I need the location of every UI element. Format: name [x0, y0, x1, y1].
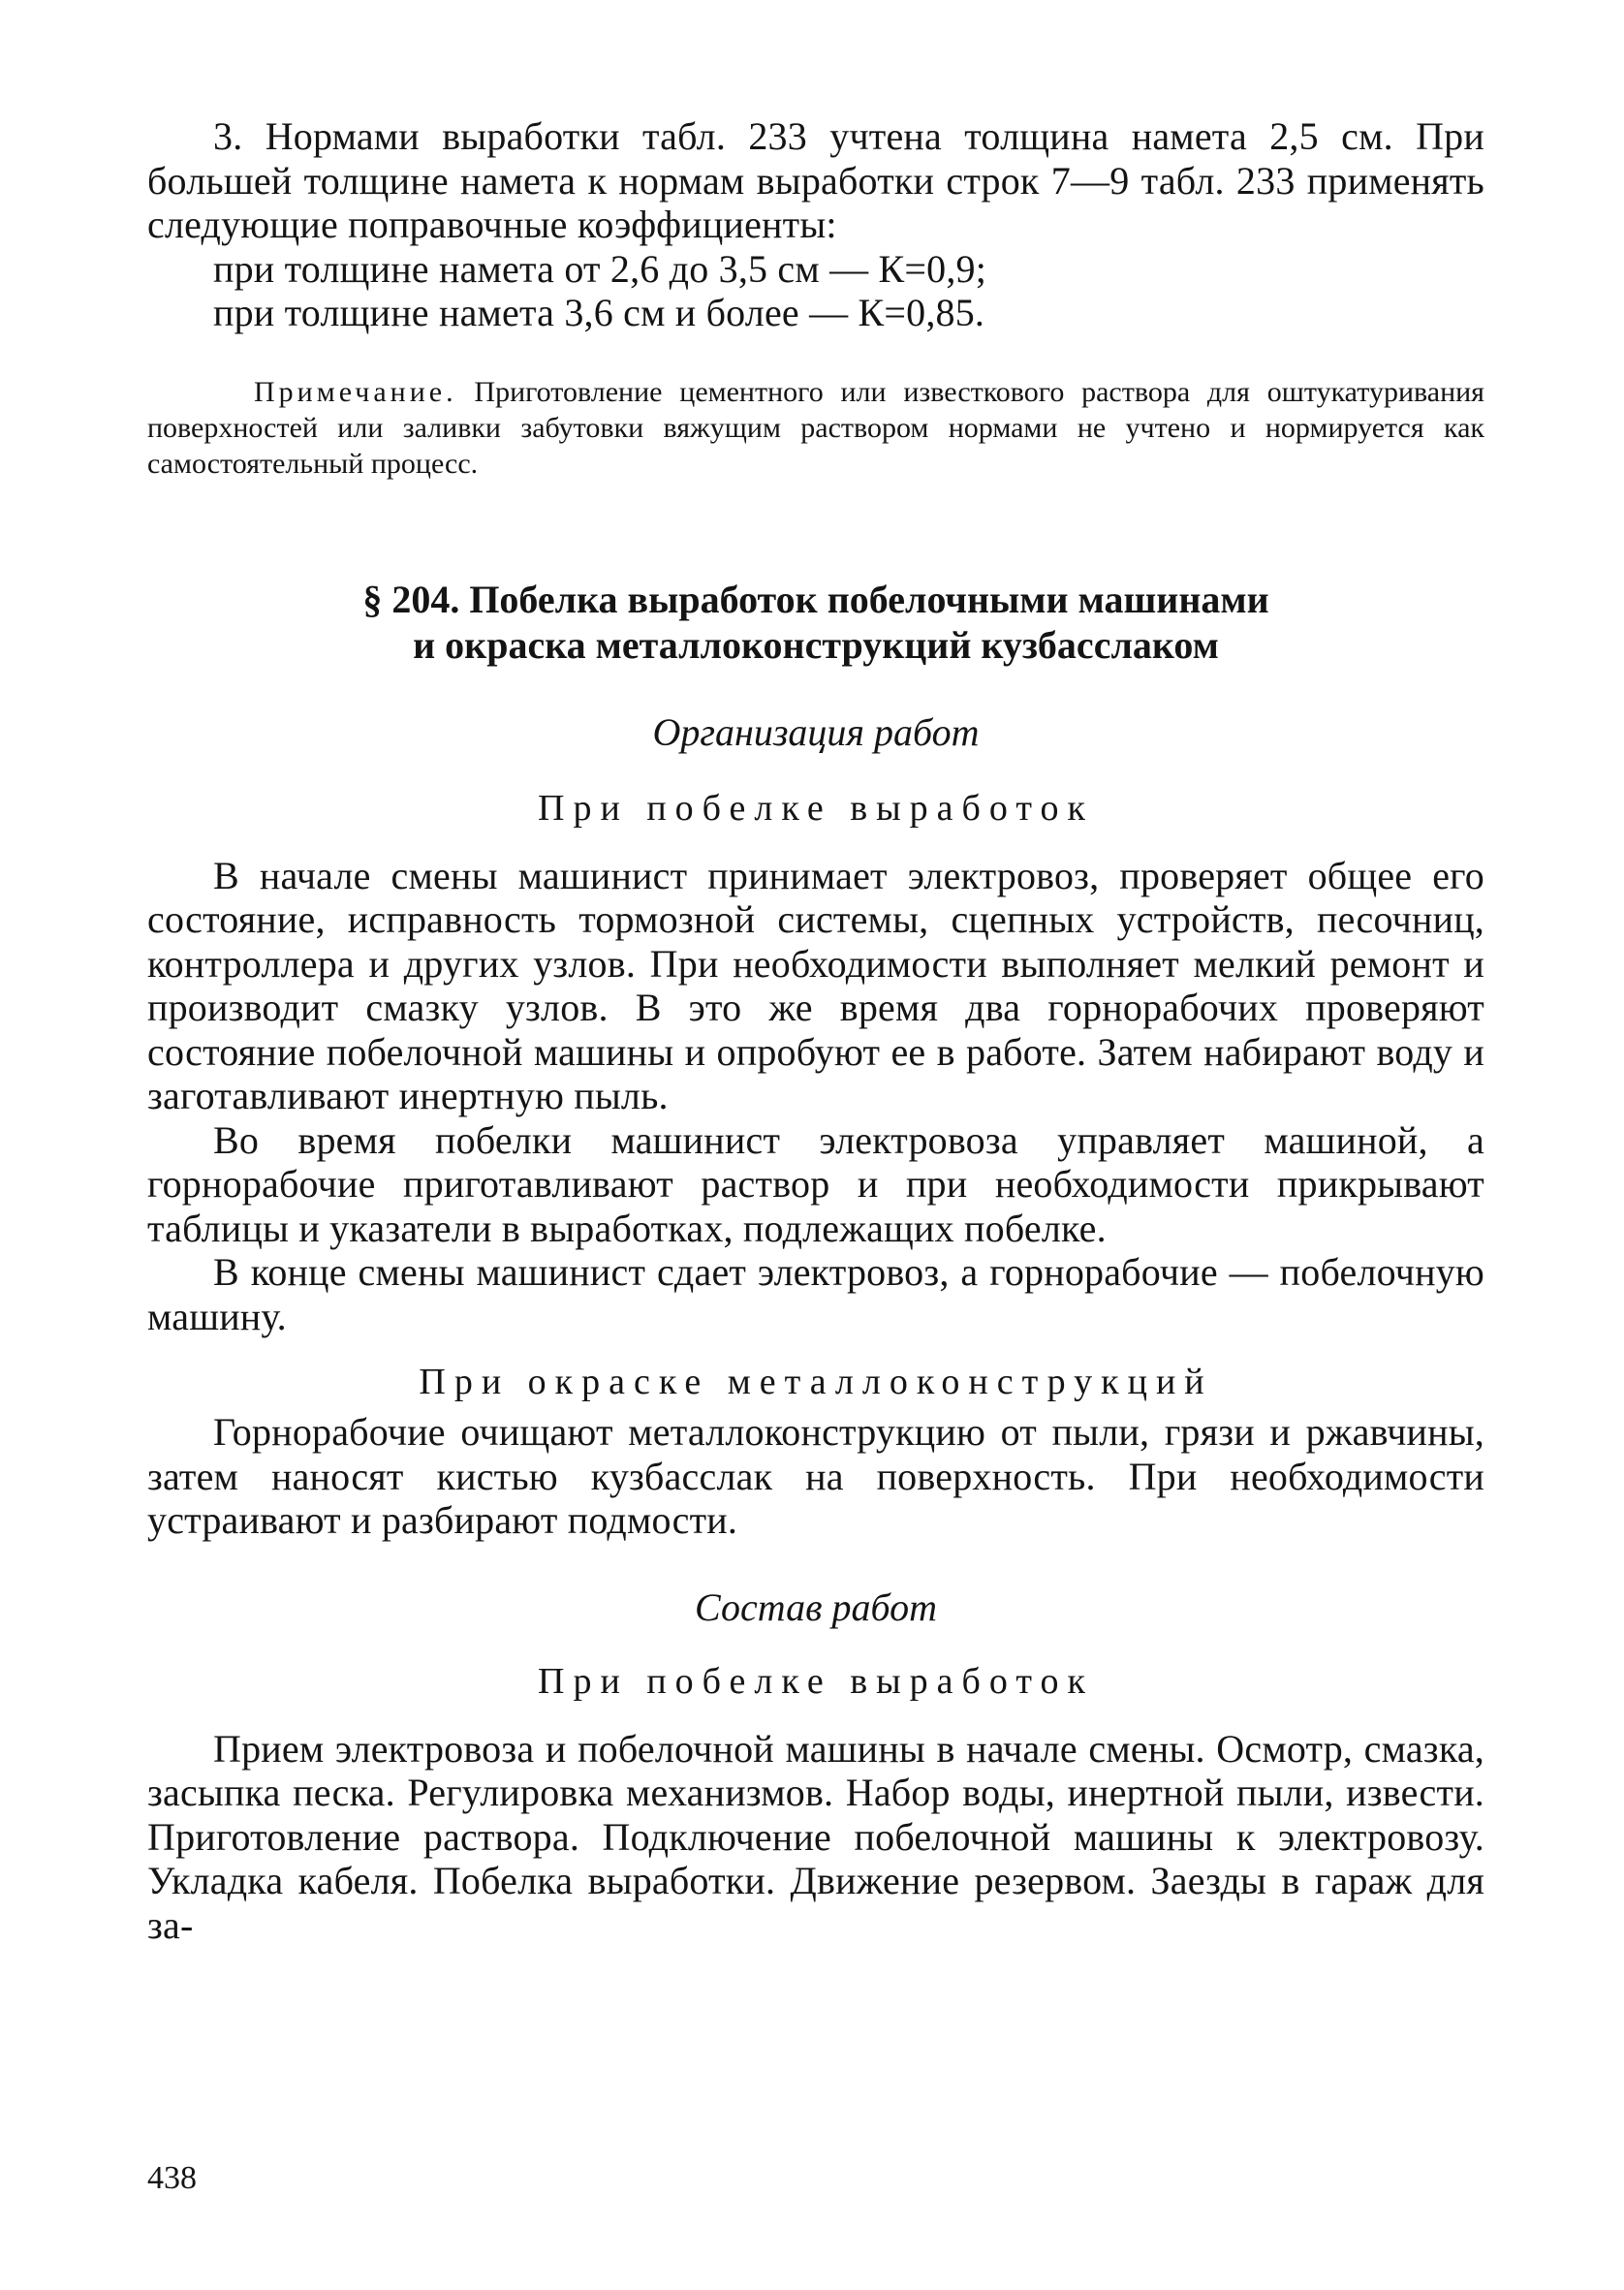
composition-heading: Состав работ	[695, 1584, 937, 1629]
organization-heading: Организация работ	[652, 709, 980, 754]
document-page	[147, 114, 1484, 1947]
organization-painting-heading: При окраске металлоконструкций	[419, 1362, 1213, 1402]
note-label: Примечание.	[254, 375, 457, 408]
coefficient-line-1: при толщине намета от 2,6 до 3,5 см — К=0,9;	[213, 246, 987, 291]
organization-whitewash-heading: При побелке выработок	[538, 787, 1094, 829]
whitewash-paragraph-3: В конце смены машинист сдает электровоз, а горнорабочие — побелочную машину.	[147, 1250, 1484, 1338]
composition-paragraph: Прием электровоза и побелочной машины в начале смены. Осмотр, смазка, засыпка песка. Регулировка механизмов. Набор воды, инертной пыли, извести. Приготовление раствора. Подключение побелочной машины к электровозу. Укладка кабеля. Побелка выработки. Движение резервом. Заезды в гараж для за-	[147, 1726, 1484, 1947]
painting-paragraph: Горнорабочие очищают металлоконструкцию от пыли, грязи и ржавчины, затем наносят кистью кузбасслак на поверхность. При необходимости устраивают и разбирают подмости.	[147, 1410, 1484, 1542]
section-title-line-2: и окраска металлоконструкций кузбасслаком	[413, 622, 1219, 667]
note-text: Приготовление цементного или известкового раствора для оштукатуривания поверхностей или заливки забутовки вяжущим раствором нормами не учтено и нормируется как самостоятельный процесс.	[147, 375, 1484, 480]
whitewash-paragraph-2: Во время побелки машинист электровоза управляет машиной, а горнорабочие приготавливают раствор и при необходимости прикрывают таблицы и указатели в выработках, подлежащих побелке.	[147, 1117, 1484, 1250]
whitewash-paragraph-1: В начале смены машинист принимает электровоз, проверяет общее его состояние, исправность тормозной системы, сцепных устройств, песочниц, контроллера и других узлов. При необходимости выполняет мелкий ремонт и производит смазку узлов. В это же время два горнорабочих проверяют состояние побелочной машины и опробуют ее в работе. Затем набирают воду и заготавливают инертную пыль.	[147, 853, 1484, 1117]
item-3-paragraph: 3. Нормами выработки табл. 233 учтена толщина намета 2,5 см. При большей толщине намета к нормам выработки строк 7—9 табл. 233 применять следующие поправочные коэффициенты:	[147, 114, 1484, 246]
page-number: 438	[147, 2160, 197, 2196]
coefficient-line-2: при толщине намета 3,6 см и более — К=0,85.	[213, 291, 985, 334]
section-title-line-1: § 204. Побелка выработок побелочными машинами	[362, 577, 1269, 621]
composition-whitewash-heading: При побелке выработок	[538, 1660, 1094, 1702]
note-paragraph	[147, 374, 1484, 482]
section-title	[147, 577, 1484, 668]
